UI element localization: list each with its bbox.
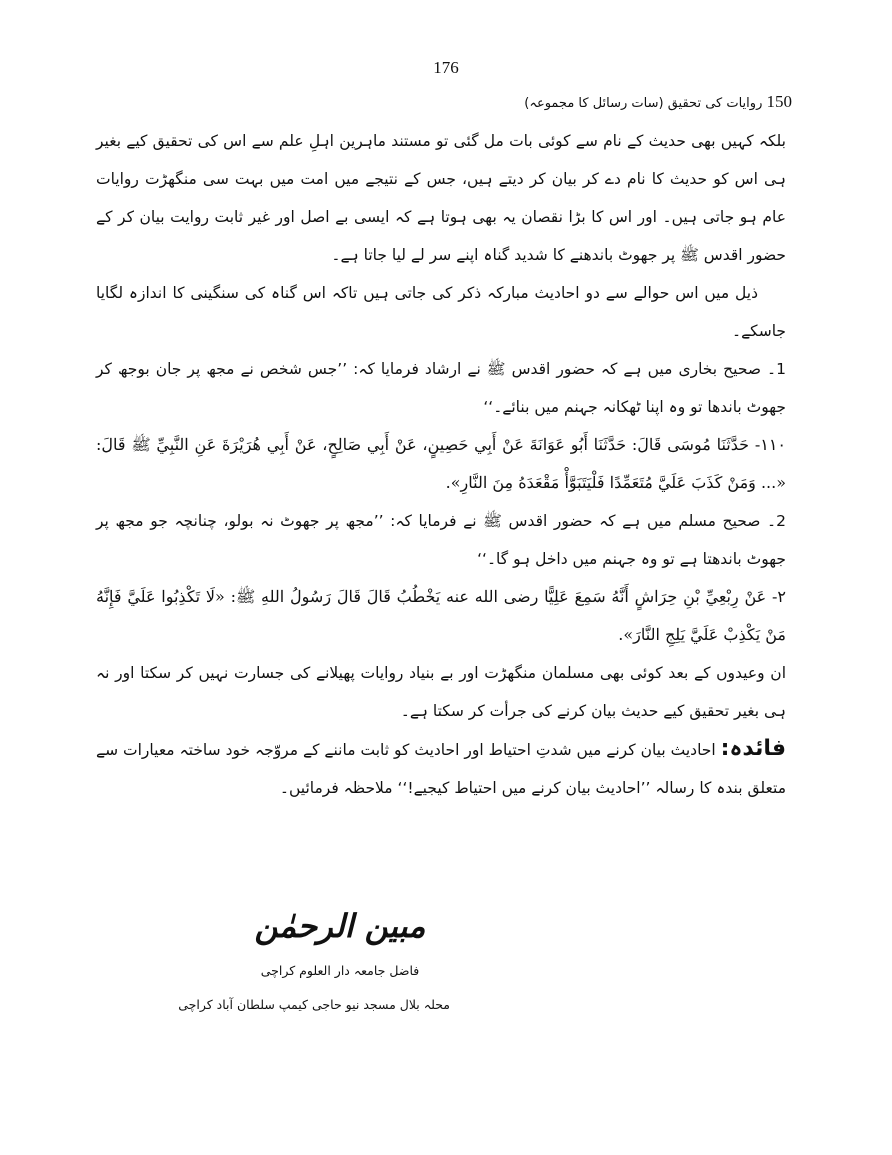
running-header-title: روایات کی تحقیق (سات رسائل کا مجموعہ) [524, 96, 763, 111]
page-number: 176 [433, 58, 459, 77]
paragraph-conclusion: ان وعیدوں کے بعد کوئی بھی مسلمان منگھڑت اور بے بنیاد روایات پھیلانے کی جسارت نہیں کر سکتا اور نہ ہی بغیر تحقیق کیے حدیث بیان کرنے کی جرأت کر سکتا ہے۔ [96, 664, 786, 720]
faida-text: احادیث بیان کرنے میں شدتِ احتیاط اور احادیث کو ثابت ماننے کے مروّجہ خود ساختہ معیارات سے متعلق بندہ کا رسالہ ’’احادیث بیان کرنے میں احتیاط کیجیے!‘‘ ملاحظہ فرمائیں۔ [96, 741, 786, 797]
paragraph-muslim: 2۔ صحیح مسلم میں ہے کہ حضور اقدس ﷺ نے فرمایا کہ: ’’مجھ پر جھوٹ نہ بولو، چنانچہ جو مجھ پر جھوٹ باندھتا ہے تو وہ جہنم میں داخل ہو گا۔‘‘ [96, 512, 786, 568]
running-header [524, 92, 792, 112]
author-signature: مبین الرحمٰن [254, 907, 426, 945]
arabic-hadith-muslim: ٢- عَنْ رِبْعِيِّ بْنِ حِرَاشٍ أَنَّهُ سَمِعَ عَلِيًّا رضى الله عنه يَخْطُبُ قَالَ قَالَ رَسُولُ اللهِ ﷺ: «لَا تَكْذِبُوا عَلَيَّ فَإِنَّهُ مَنْ يَكْذِبْ عَلَيَّ يَلِجِ النَّارَ». [96, 587, 786, 644]
signature-block [178, 898, 450, 1022]
faida-label: فائدہ: [720, 736, 786, 761]
paragraph-faida [96, 730, 786, 807]
author-address: محلہ بلال مسجد نیو حاجی کیمپ سلطان آباد کراچی [178, 997, 450, 1012]
paragraph-reference-note: ذیل میں اس حوالے سے دو احادیث مبارکہ ذکر کی جاتی ہیں تاکہ اس گناہ کی سنگینی کا اندازہ لگایا جاسکے۔ [96, 284, 786, 340]
arabic-hadith-bukhari: ١١٠- حَدَّثَنَا مُوسَى قَالَ: حَدَّثَنَا أَبُو عَوَانَةَ عَنْ أَبِي حَصِينٍ، عَنْ أَبِي صَالِحٍ، عَنْ أَبِي هُرَيْرَةَ عَنِ النَّبِيِّ ﷺ قَالَ: «... وَمَنْ كَذَبَ عَلَيَّ مُتَعَمِّدًا فَلْيَتَبَوَّأْ مَقْعَدَهُ مِنَ النَّارِ». [96, 435, 786, 492]
running-header-number: 150 [766, 92, 792, 111]
author-title: فاضل جامعہ دار العلوم کراچی [260, 963, 420, 978]
paragraph-bukhari: 1۔ صحیح بخاری میں ہے کہ حضور اقدس ﷺ نے ارشاد فرمایا کہ: ’’جس شخص نے مجھ پر جان بوجھ کر جھوٹ باندھا تو وہ اپنا ٹھکانہ جہنم میں بنائے۔‘‘ [96, 360, 786, 416]
paragraph-intro: بلکہ کہیں بھی حدیث کے نام سے کوئی بات مل گئی تو مستند ماہرین اہلِ علم سے اس کی تحقیق کیے بغیر ہی اس کو حدیث کا نام دے کر بیان کر دیتے ہیں، جس کے نتیجے میں امت میں بہت سی منگھڑت روایات عام ہو جاتی ہیں۔ اور اس کا بڑا نقصان یہ بھی ہوتا ہے کہ ایسی بے اصل اور غیر ثابت روایت بیان کر کے حضور اقدس ﷺ پر جھوٹ باندھنے کا شدید گناہ اپنے سر لے لیا جاتا ہے۔ [96, 132, 786, 264]
main-body [96, 122, 786, 807]
